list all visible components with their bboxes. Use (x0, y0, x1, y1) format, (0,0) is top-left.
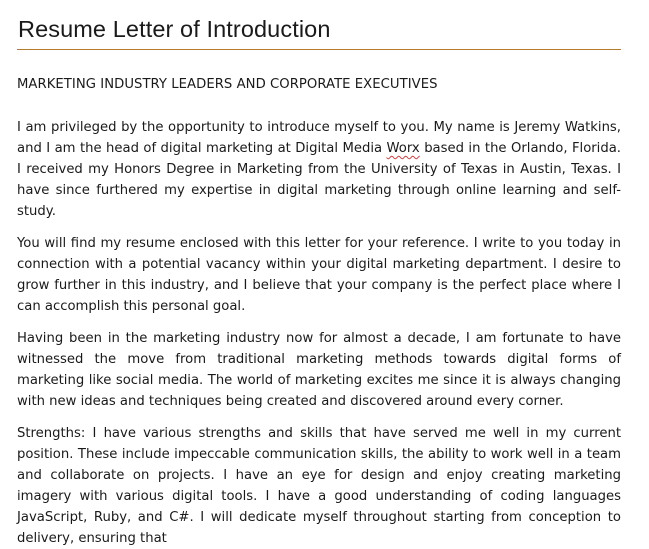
paragraph-text: I am privileged by the opportunity to introduce myself to you. My name is Jeremy Watkins, and I am the head of digital marketing at Digital Media (17, 120, 621, 156)
paragraph-introduction (17, 117, 621, 222)
paragraph-experience: Having been in the marketing industry now for almost a decade, I am fortunate to have witnessed the move from traditional marketing methods towards digital forms of marketing like social media. The world of marketing excites me since it is always changing with new ideas and techniques being created and discovered around every corner. (17, 331, 621, 409)
letter-salutation: MARKETING INDUSTRY LEADERS AND CORPORATE EXECUTIVES (17, 77, 438, 92)
document-title: Resume Letter of Introduction (18, 16, 331, 42)
paragraph-purpose: You will find my resume enclosed with this letter for your reference. I write to you today in connection with a potential vacancy within your digital marketing department. I desire to grow further in this industry, and I believe that your company is the perfect place where I can accomplish this personal goal. (17, 236, 621, 314)
title-divider (17, 49, 621, 50)
paragraph-text: based in the Orlando, Florida. I received my Honors Degree in Marketing from the University of Texas in Austin, Texas. I have since furthered my expertise in digital marketing through online learning and self-study. (17, 141, 621, 219)
paragraph-strengths: Strengths: I have various strengths and skills that have served me well in my current position. These include impeccable communication skills, the ability to work well in a team and collaborate on projects. I have an eye for design and enjoy creating marketing imagery with various digital tools. I have a good understanding of coding languages JavaScript, Ruby, and C#. I will dedicate myself throughout starting from conception to delivery, ensuring that (17, 426, 621, 546)
spellcheck-flagged-word[interactable]: Worx (386, 141, 420, 156)
